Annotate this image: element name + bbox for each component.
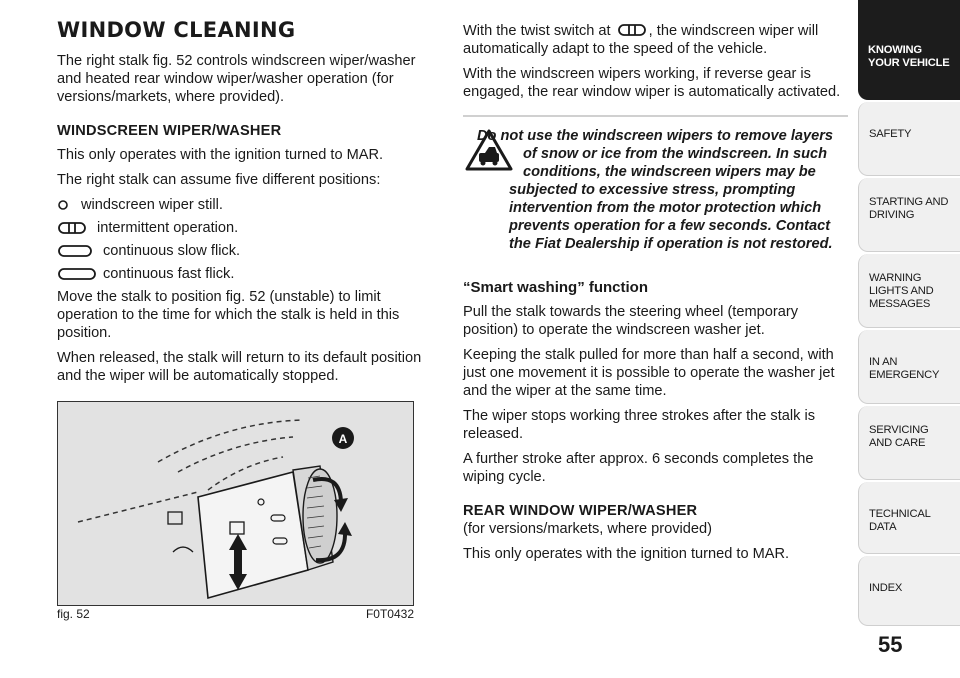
- smart-paragraph-1: Pull the stalk towards the steering wheel (temporary position) to operate the windscreen washer jet.: [463, 304, 799, 338]
- tab-label: STARTING AND DRIVING: [869, 196, 949, 221]
- warning-box: [463, 127, 848, 253]
- tab-safety[interactable]: [858, 102, 960, 176]
- rear-wiper-heading: REAR WINDOW WIPER/WASHER: [463, 503, 698, 519]
- tab-starting-and-driving[interactable]: [858, 178, 960, 252]
- rear-ignition-paragraph: This only operates with the ignition turned to MAR.: [463, 546, 790, 562]
- middle-column: [463, 22, 848, 570]
- position-label: continuous fast flick.: [103, 266, 235, 282]
- slow-flick-icon: [57, 244, 93, 258]
- tab-label: INDEX: [869, 582, 903, 594]
- tab-label: WARNING LIGHTS AND MESSAGES: [869, 272, 934, 310]
- position-item: [57, 265, 442, 283]
- twist-text-after: , the windscreen wiper will automatically adapt to the speed of the vehicle.: [463, 23, 819, 57]
- tab-knowing-your-vehicle[interactable]: [858, 0, 960, 100]
- stalk-figure: [57, 401, 414, 606]
- release-paragraph: When released, the stalk will return to its default position and the wiper will be automatically stopped.: [57, 350, 422, 384]
- tab-label: SAFETY: [869, 128, 912, 140]
- tab-in-an-emergency[interactable]: [858, 330, 960, 404]
- washer-heading: WINDSCREEN WIPER/WASHER: [57, 123, 282, 139]
- fast-flick-icon: [57, 267, 97, 281]
- position-label: windscreen wiper still.: [81, 197, 223, 213]
- tab-label: KNOWING YOUR VEHICLE: [868, 44, 950, 69]
- twist-paragraph: [463, 22, 848, 58]
- position-label: intermittent operation.: [97, 220, 239, 236]
- stalk-illustration: [58, 402, 413, 605]
- divider: [463, 115, 848, 117]
- ignition-paragraph: This only operates with the ignition turned to MAR.: [57, 147, 384, 163]
- intermittent-icon: [57, 221, 87, 235]
- twist-text-before: With the twist switch at: [463, 23, 611, 39]
- position-item: [57, 242, 442, 260]
- smart-paragraph-2: Keeping the stalk pulled for more than half a second, with just one movement it is possible to operate the washer jet and the wiper at the same time.: [463, 347, 835, 399]
- tab-label: SERVICING AND CARE: [869, 424, 929, 449]
- figure-caption-text: fig. 52: [57, 607, 90, 621]
- tab-warning-lights[interactable]: [858, 254, 960, 328]
- section-title: WINDOW CLEANING: [57, 18, 296, 42]
- smart-paragraph-3: The wiper stops working three strokes after the stalk is released.: [463, 408, 816, 442]
- smart-paragraph-4: A further stroke after approx. 6 seconds completes the wiping cycle.: [463, 451, 814, 485]
- figure-caption: [57, 607, 414, 621]
- figure-label: A: [338, 432, 348, 446]
- wiper-still-icon: [57, 199, 69, 211]
- tab-technical-data[interactable]: [858, 482, 960, 554]
- rear-wiper-subtitle: (for versions/markets, where provided): [463, 521, 712, 537]
- figure-reference: F0T0432: [365, 607, 414, 621]
- position-item: [57, 219, 442, 237]
- tab-label: IN AN EMERGENCY: [869, 356, 940, 381]
- tab-servicing-and-care[interactable]: [858, 406, 960, 480]
- stalk-paragraph: Move the stalk to position fig. 52 (unstable) to limit operation to the time for which the stalk is held in this position.: [57, 289, 400, 341]
- position-label: continuous slow flick.: [103, 243, 241, 259]
- chapter-sidebar: [858, 0, 960, 678]
- smart-washing-heading: “Smart washing” function: [463, 279, 649, 296]
- positions-paragraph: The right stalk can assume five different positions:: [57, 172, 381, 188]
- page-number: 55: [878, 632, 903, 657]
- reverse-paragraph: With the windscreen wipers working, if reverse gear is engaged, the rear window wiper is automatically activated.: [463, 66, 841, 100]
- position-item: [57, 196, 442, 214]
- tab-label: TECHNICAL DATA: [869, 508, 931, 533]
- tab-index[interactable]: [858, 556, 960, 626]
- left-column: [57, 18, 442, 392]
- intermittent-icon: [617, 23, 647, 37]
- warning-text: Do not use the windscreen wipers to remove layers of snow or ice from the windscreen. In such conditions, the windscreen wipers may be subjected to excessive stress, prompting intervention from the motor protection which prevents operation for a few seconds. Contact the Fiat Dealership if operation is not restored.: [477, 128, 834, 252]
- intro-paragraph: The right stalk fig. 52 controls windscreen wiper/washer and heated rear window wiper/washer operation (for versions/markets, where provided).: [57, 53, 416, 105]
